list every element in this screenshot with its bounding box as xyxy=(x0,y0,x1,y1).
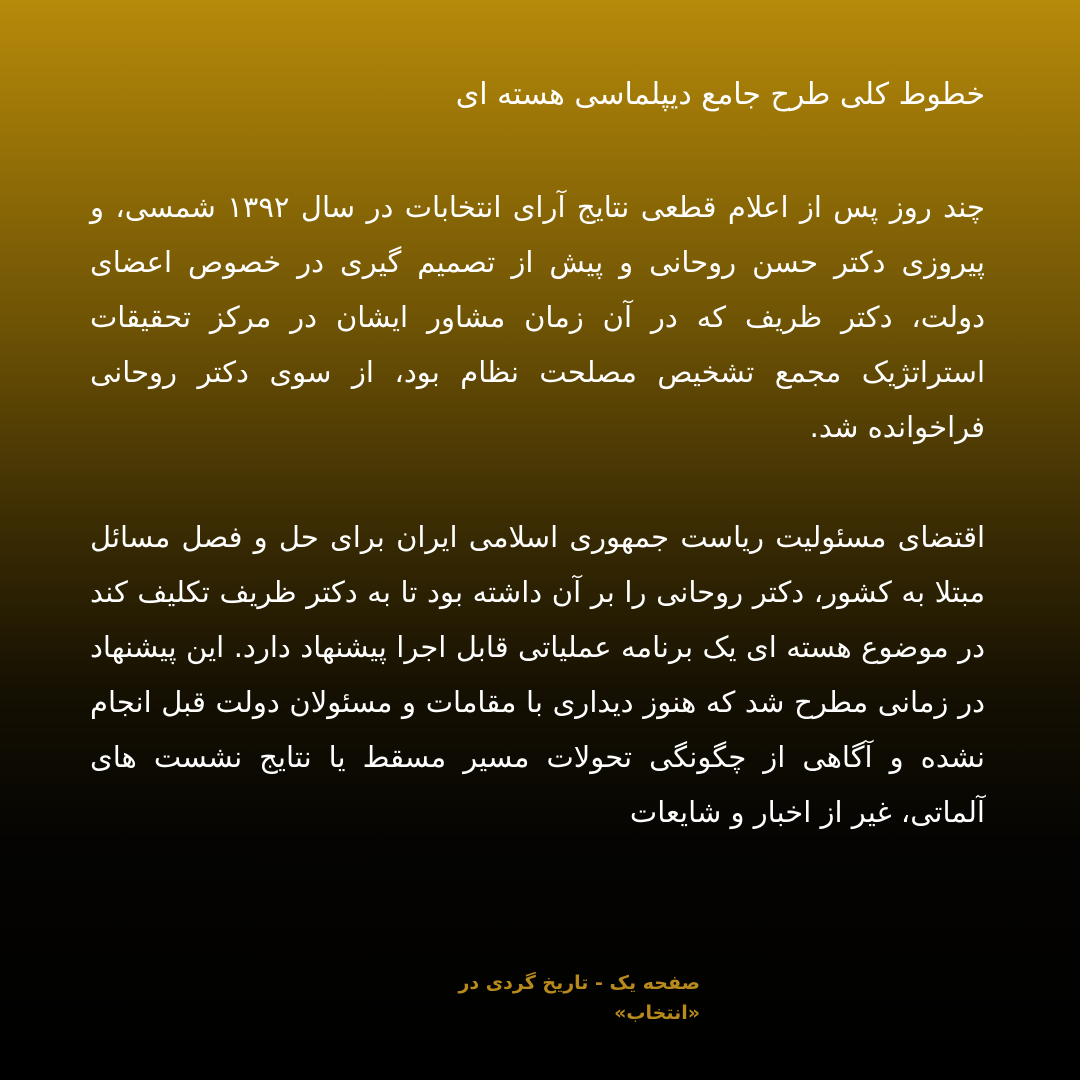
paragraph-2: اقتضای مسئولیت ریاست جمهوری اسلامی ایران برای حل و فصل مسائل مبتلا به کشور، دکتر روحانی را بر آن داشته بود تا به دکتر ظریف تکلیف کند در موضوع هسته ای یک برنامه عملیاتی قابل اجرا پیشنهاد دارد. این پیشنهاد در زمانی مطرح شد که هنوز دیداری با مقامات و مسئولان دولت قبل انجام نشده و آگاهی از چگونگی تحولات مسیر مسقط یا نتایج نشست های آلماتی، غیر از اخبار و شایعات xyxy=(90,520,985,829)
page-footer: صفحه یک - تاریخ گردی در «انتخاب» xyxy=(458,972,700,1024)
document-heading: خطوط کلی طرح جامع دیپلماسی هسته ای xyxy=(455,77,985,112)
paragraph-1: چند روز پس از اعلام قطعی نتایج آرای انتخابات در سال ۱۳۹۲ شمسی، و پیروزی دکتر حسن روحانی و پیش از تصمیم گیری در خصوص اعضای دولت، دکتر ظریف که در آن زمان مشاور ایشان در مرکز تحقیقات استراتژیک مجمع تشخیص مصلحت نظام بود، از سوی دکتر روحانی فراخوانده شد. xyxy=(90,190,985,444)
